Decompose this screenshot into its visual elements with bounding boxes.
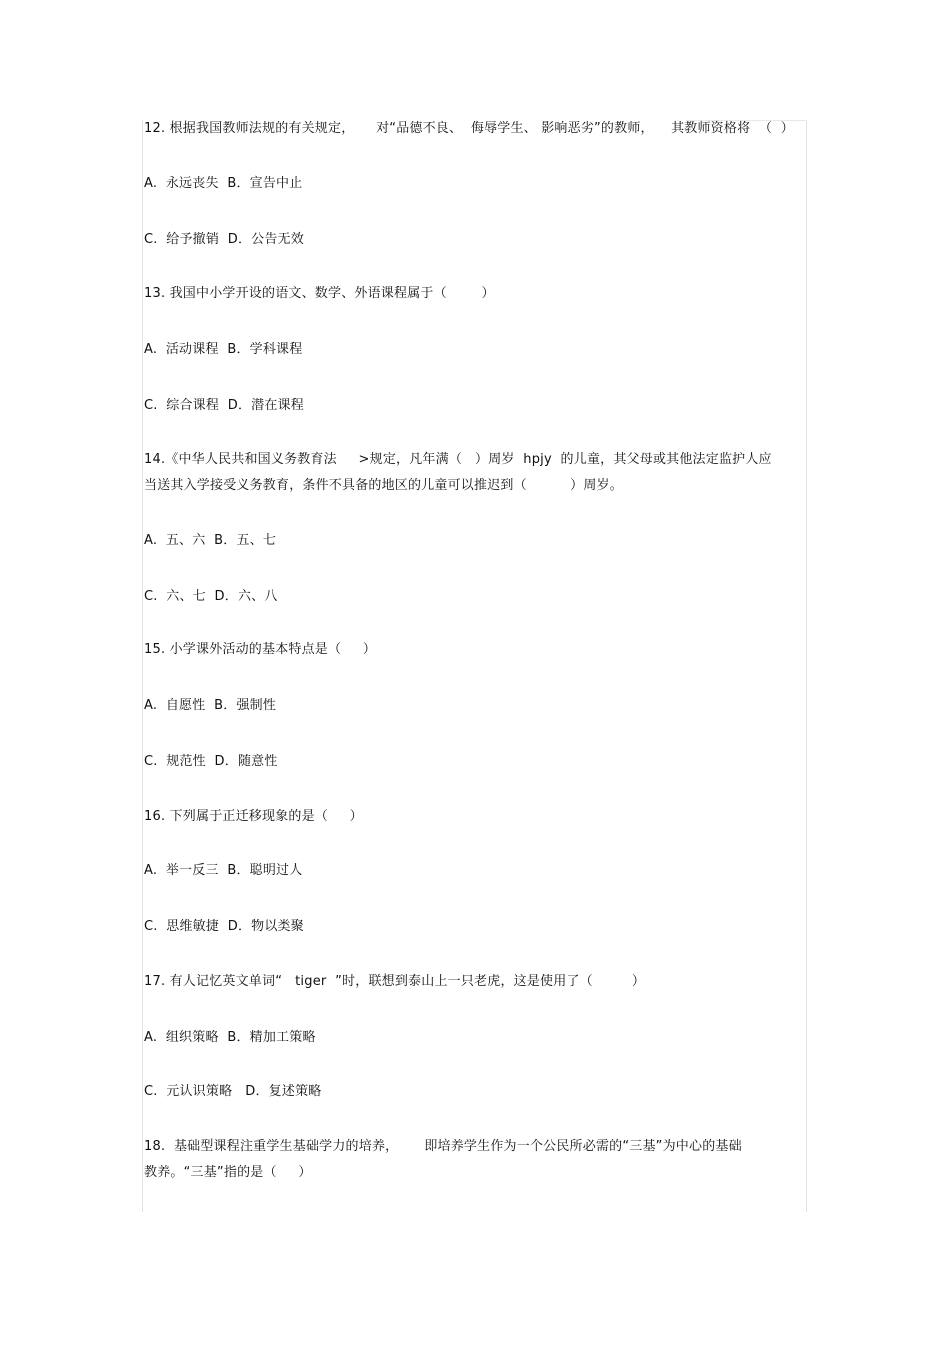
question-13-stem: 13. 我国中小学开设的语文、数学、外语课程属于（ ） bbox=[144, 286, 495, 301]
question-17-options-ab: A. 组织策略 B．精加工策略 bbox=[144, 1030, 316, 1045]
question-16-options-ab: A. 举一反三 B．聪明过人 bbox=[144, 863, 303, 878]
question-14-stem-line-1: 14.《中华人民共和国义务教育法 >规定，凡年满（ ）周岁 hpjy 的儿童，其父母或其他法定监护人应 bbox=[144, 452, 772, 467]
question-12-stem: 12. 根据我国教师法规的有关规定， 对“品德不良、 侮辱学生、 影响恶劣”的教师， 其教师资格将 （ ） bbox=[144, 121, 794, 136]
question-12-options-ab: A. 永远丧失 B．宣告中止 bbox=[144, 176, 303, 191]
question-15-options-ab: A. 自愿性 B．强制性 bbox=[144, 698, 277, 713]
question-15-options-cd: C. 规范性 D．随意性 bbox=[144, 754, 278, 769]
page-frame-left-border bbox=[142, 120, 143, 1212]
page-frame-right-border bbox=[806, 120, 807, 1212]
question-14-options-ab: A. 五、六 B．五、七 bbox=[144, 533, 277, 548]
question-17-stem: 17. 有人记忆英文单词“ tiger ”时，联想到泰山上一只老虎，这是使用了（ ） bbox=[144, 974, 646, 989]
question-16-stem: 16. 下列属于正迁移现象的是（ ） bbox=[144, 809, 363, 824]
question-18-stem-line-2: 教养。“三基”指的是（ ） bbox=[144, 1165, 312, 1180]
question-13-options-ab: A. 活动课程 B．学科课程 bbox=[144, 342, 303, 357]
question-14-options-cd: C. 六、七 D．六、八 bbox=[144, 589, 278, 604]
question-15-stem: 15. 小学课外活动的基本特点是（ ） bbox=[144, 642, 377, 657]
question-14-stem-line-2: 当送其入学接受义务教育，条件不具备的地区的儿童可以推迟到（ ）周岁。 bbox=[144, 478, 623, 493]
question-17-options-cd: C. 元认识策略 D．复述策略 bbox=[144, 1084, 322, 1099]
question-13-options-cd: C. 综合课程 D．潜在课程 bbox=[144, 398, 304, 413]
question-16-options-cd: C. 思维敏捷 D．物以类聚 bbox=[144, 919, 304, 934]
question-12-options-cd: C. 给予撤销 D．公告无效 bbox=[144, 232, 304, 247]
question-18-stem-line-1: 18. 基础型课程注重学生基础学力的培养， 即培养学生作为一个公民所必需的“三基”为中心的基础 bbox=[144, 1139, 742, 1154]
